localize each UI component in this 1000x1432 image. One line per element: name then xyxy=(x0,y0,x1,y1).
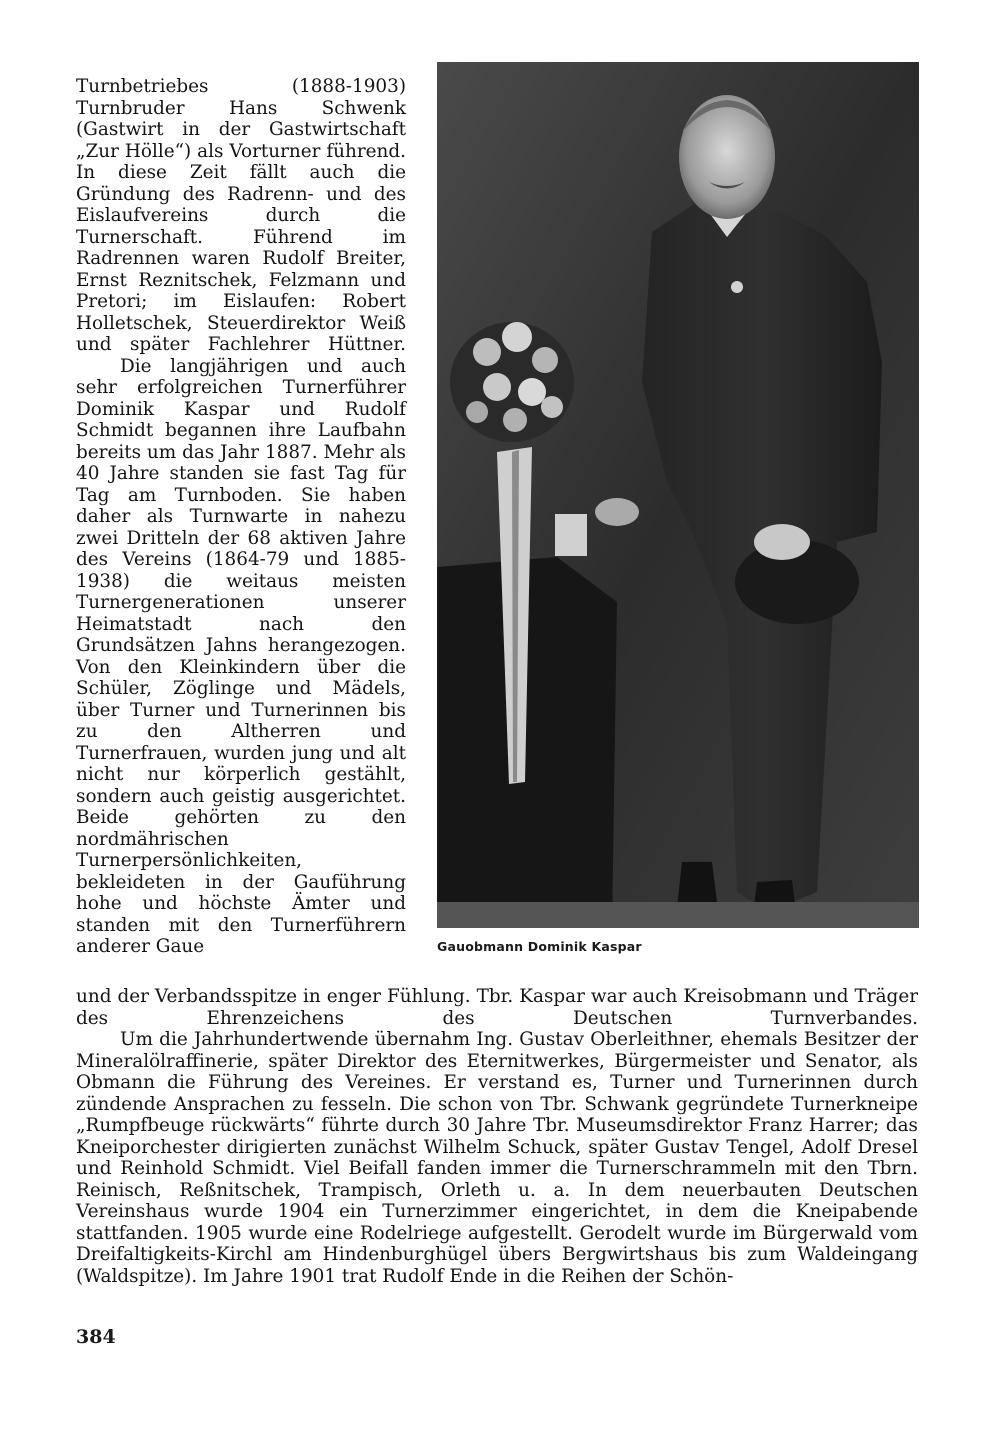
portrait-photo xyxy=(437,62,919,928)
photo-caption: Gauobmann Dominik Kaspar xyxy=(437,939,642,954)
shoe-left xyxy=(677,862,717,907)
flower-bouquet xyxy=(450,322,574,442)
paragraph-cycling-skating: Turnbetriebes (1888-1903) Turnbruder Hans Schwenk (Gastwirt in der Gastwirtschaft „Zur Hölle“) als Vorturner führend. In diese Zeit fällt auch die Gründung des Radrenn- und des Eislaufvereins durch die Turnerschaft. Führend im Radrennen waren Rudolf Breiter, Ernst Reznitschek, Felzmann und Pretori; im Eislaufen: Robert Holletschek, Steuerdirektor Weiß und später Fachlehrer Hüttner. xyxy=(76,76,406,355)
column-text xyxy=(76,76,406,958)
left-hand xyxy=(595,498,639,526)
paragraph-turnerfuehrer: Die langjährigen und auch sehr erfolgreichen Turnerführer Dominik Kaspar und Rudolf Schmidt begannen ihre Laufbahn bereits um das Jahr 1887. Mehr als 40 Jahre standen sie fast Tag für Tag am Turnboden. Sie haben daher als Turnwarte in nahezu zwei Dritteln der 68 aktiven Jahre des Vereins (1864-79 und 1885-1938) die weitaus meisten Turnergenerationen unserer Heimatstadt nach den Grundsätzen Jahns herangezogen. Von den Kleinkindern über die Schüler, Zöglinge und Mädels, über Turner und Turnerinnen bis zu den Altherren und Turnerfrauen, wurden jung und alt nicht nur körperlich gestählt, sondern auch geistig ausgerichtet. Beide gehörten zu den nordmährischen Turnerpersönlichkeiten, bekleideten in der Gauführung hohe und höchste Ämter und standen mit den Turnerführern anderer Gaue xyxy=(76,355,406,957)
card-on-table xyxy=(555,514,587,556)
paragraph-jahrhundertwende: Um die Jahrhundertwende übernahm Ing. Gustav Oberleithner, ehemals Besitzer der Mineralölraffinerie, später Direktor des Eternitwerkes, Bürgermeister und Senator, als Obmann die Führung des Vereines. Er verstand es, Turner und Turnerinnen durch zündende Ansprachen zu fesseln. Die schon von Tbr. Schwank gegründete Turnerkneipe „Rumpfbeuge rückwärts“ führte durch 30 Jahre Tbr. Museumsdirektor Franz Harrer; das Kneiporchester dirigierten zunächst Wilhelm Schuck, später Gustav Tengel, Adolf Dresel und Reinhold Schmidt. Viel Beifall fanden immer die Turnerschrammeln mit den Tbrn. Reinisch, Reßnitschek, Trampisch, Orleth u. a. In dem neuerbauten Deutschen Vereinshaus wurde 1904 ein Turnerzimmer eingerichtet, in dem die Kneipabende stattfanden. 1905 wurde eine Rodelriege aufgestellt. Gerodelt wurde im Bürgerwald vom Dreifaltigkeits-Kirchl am Hindenburghügel übers Bergwirtshaus bis zum Waldeingang (Waldspitze). Im Jahre 1901 trat Rudolf Ende in die Reihen der Schön- xyxy=(76,1029,918,1287)
page-number: 384 xyxy=(76,1326,116,1348)
man-head xyxy=(679,95,775,219)
right-hand-gloves xyxy=(754,524,810,560)
portrait-illustration xyxy=(437,62,919,928)
lapel-badge xyxy=(731,281,743,293)
paragraph-verbandsspitze: und der Verbandsspitze in enger Fühlung. Tbr. Kaspar war auch Kreisobmann und Träger des Ehrenzeichens des Deutschen Turnverbandes. xyxy=(76,986,918,1029)
floor xyxy=(437,902,919,928)
full-width-text xyxy=(76,986,918,1287)
